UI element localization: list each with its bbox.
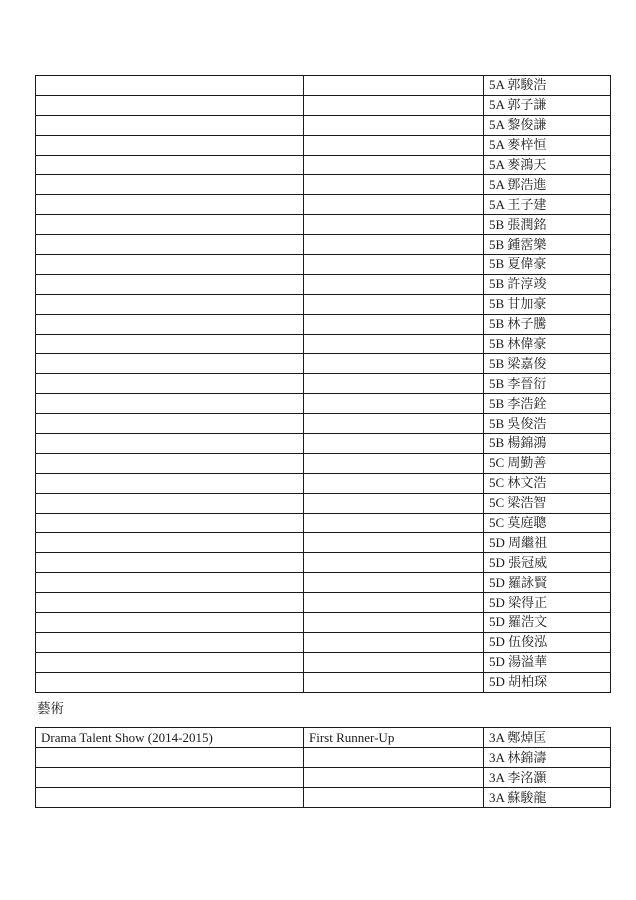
- table-row: [36, 613, 611, 633]
- award-cell: [304, 473, 484, 493]
- student-cell: 5B 鍾霑樂: [484, 235, 611, 255]
- student-cell: 5B 張潤銘: [484, 215, 611, 235]
- table-row: [36, 434, 611, 454]
- award-cell: [304, 115, 484, 135]
- activity-cell: [36, 414, 304, 434]
- activity-cell: [36, 632, 304, 652]
- activity-cell: [36, 453, 304, 473]
- table-row: [36, 235, 611, 255]
- activity-cell: [36, 76, 304, 96]
- student-cell: 5A 麥鴻天: [484, 155, 611, 175]
- award-cell: [304, 314, 484, 334]
- activity-cell: [36, 274, 304, 294]
- table-row: [36, 175, 611, 195]
- activity-cell: [36, 473, 304, 493]
- activity-cell: [36, 175, 304, 195]
- awards-table-continued: [35, 75, 611, 693]
- table-row: [36, 155, 611, 175]
- award-cell: [304, 135, 484, 155]
- table-row: [36, 493, 611, 513]
- student-cell: 5C 梁浩智: [484, 493, 611, 513]
- table-row: [36, 215, 611, 235]
- table-row: [36, 76, 611, 96]
- table-row: [36, 394, 611, 414]
- award-cell: [304, 414, 484, 434]
- award-cell: [304, 434, 484, 454]
- student-cell: 5B 林子騰: [484, 314, 611, 334]
- table-row: [36, 115, 611, 135]
- table-row: [36, 274, 611, 294]
- activity-cell: [36, 434, 304, 454]
- table-row: [36, 473, 611, 493]
- table-row: [36, 748, 611, 768]
- table-row: [36, 334, 611, 354]
- student-cell: 5A 黎俊謙: [484, 115, 611, 135]
- activity-cell: [36, 115, 304, 135]
- table-row: [36, 453, 611, 473]
- award-cell: [304, 394, 484, 414]
- table-row: [36, 314, 611, 334]
- table-row: [36, 593, 611, 613]
- table-row: [36, 255, 611, 275]
- student-cell: 5A 郭駿浩: [484, 76, 611, 96]
- activity-cell: [36, 135, 304, 155]
- arts-awards-table: [35, 727, 611, 808]
- activity-cell: [36, 652, 304, 672]
- table-row: [36, 728, 611, 748]
- table-row: [36, 533, 611, 553]
- award-cell: [304, 453, 484, 473]
- award-cell: [304, 334, 484, 354]
- activity-cell: [36, 493, 304, 513]
- activity-cell: [36, 235, 304, 255]
- activity-cell: [36, 215, 304, 235]
- table-row: [36, 513, 611, 533]
- table-row: [36, 672, 611, 692]
- student-cell: 5C 林文浩: [484, 473, 611, 493]
- award-cell: [304, 788, 484, 808]
- award-cell: First Runner-Up: [304, 728, 484, 748]
- activity-cell: [36, 553, 304, 573]
- award-cell: [304, 76, 484, 96]
- table-row: [36, 195, 611, 215]
- award-cell: [304, 553, 484, 573]
- student-cell: 5B 吳俊浩: [484, 414, 611, 434]
- student-cell: 5D 羅詠賢: [484, 573, 611, 593]
- table-row: [36, 573, 611, 593]
- student-cell: 5B 許淳竣: [484, 274, 611, 294]
- student-cell: 5B 夏偉豪: [484, 255, 611, 275]
- award-cell: [304, 513, 484, 533]
- student-cell: 5B 甘加豪: [484, 294, 611, 314]
- table-row: [36, 632, 611, 652]
- student-cell: 3A 蘇駿龍: [484, 788, 611, 808]
- activity-cell: [36, 513, 304, 533]
- table-row: [36, 414, 611, 434]
- student-cell: 3A 鄭焯匡: [484, 728, 611, 748]
- student-cell: 5D 羅浩文: [484, 613, 611, 633]
- student-cell: 5B 林偉豪: [484, 334, 611, 354]
- activity-cell: [36, 314, 304, 334]
- table-row: [36, 135, 611, 155]
- activity-cell: [36, 573, 304, 593]
- student-cell: 5D 周繼祖: [484, 533, 611, 553]
- award-cell: [304, 195, 484, 215]
- student-cell: 5D 梁得正: [484, 593, 611, 613]
- award-cell: [304, 294, 484, 314]
- student-cell: 5B 李浩銓: [484, 394, 611, 414]
- award-cell: [304, 632, 484, 652]
- activity-cell: [36, 374, 304, 394]
- award-cell: [304, 613, 484, 633]
- student-cell: 5A 麥梓恒: [484, 135, 611, 155]
- award-cell: [304, 768, 484, 788]
- table-row: [36, 788, 611, 808]
- table-row: [36, 768, 611, 788]
- student-cell: 5B 梁嘉俊: [484, 354, 611, 374]
- activity-cell: [36, 255, 304, 275]
- award-cell: [304, 493, 484, 513]
- award-cell: [304, 95, 484, 115]
- activity-cell: [36, 748, 304, 768]
- table-row: [36, 652, 611, 672]
- award-cell: [304, 374, 484, 394]
- activity-cell: Drama Talent Show (2014-2015): [36, 728, 304, 748]
- table-row: [36, 553, 611, 573]
- activity-cell: [36, 768, 304, 788]
- student-cell: 5D 胡柏琛: [484, 672, 611, 692]
- award-cell: [304, 274, 484, 294]
- student-cell: 3A 林錦濤: [484, 748, 611, 768]
- award-cell: [304, 573, 484, 593]
- student-cell: 5C 莫庭聰: [484, 513, 611, 533]
- activity-cell: [36, 95, 304, 115]
- award-cell: [304, 235, 484, 255]
- table-row: [36, 354, 611, 374]
- award-cell: [304, 155, 484, 175]
- table-row: [36, 95, 611, 115]
- activity-cell: [36, 593, 304, 613]
- section-heading-arts: 藝術: [37, 701, 64, 716]
- student-cell: 5A 郭子謙: [484, 95, 611, 115]
- table-row: [36, 374, 611, 394]
- table-row: [36, 294, 611, 314]
- student-cell: 5C 周勤善: [484, 453, 611, 473]
- activity-cell: [36, 788, 304, 808]
- award-cell: [304, 215, 484, 235]
- student-cell: 5A 王子建: [484, 195, 611, 215]
- activity-cell: [36, 354, 304, 374]
- activity-cell: [36, 334, 304, 354]
- award-cell: [304, 593, 484, 613]
- activity-cell: [36, 394, 304, 414]
- activity-cell: [36, 672, 304, 692]
- student-cell: 5D 伍俊泓: [484, 632, 611, 652]
- student-cell: 5D 張冠威: [484, 553, 611, 573]
- award-cell: [304, 175, 484, 195]
- activity-cell: [36, 155, 304, 175]
- student-cell: 5A 鄧浩進: [484, 175, 611, 195]
- student-cell: 5D 湯溢華: [484, 652, 611, 672]
- award-cell: [304, 533, 484, 553]
- activity-cell: [36, 294, 304, 314]
- student-cell: 5B 楊錦鴻: [484, 434, 611, 454]
- award-cell: [304, 672, 484, 692]
- award-cell: [304, 255, 484, 275]
- award-cell: [304, 748, 484, 768]
- student-cell: 3A 李洺灝: [484, 768, 611, 788]
- activity-cell: [36, 195, 304, 215]
- student-cell: 5B 李晉衍: [484, 374, 611, 394]
- award-cell: [304, 652, 484, 672]
- activity-cell: [36, 613, 304, 633]
- award-cell: [304, 354, 484, 374]
- activity-cell: [36, 533, 304, 553]
